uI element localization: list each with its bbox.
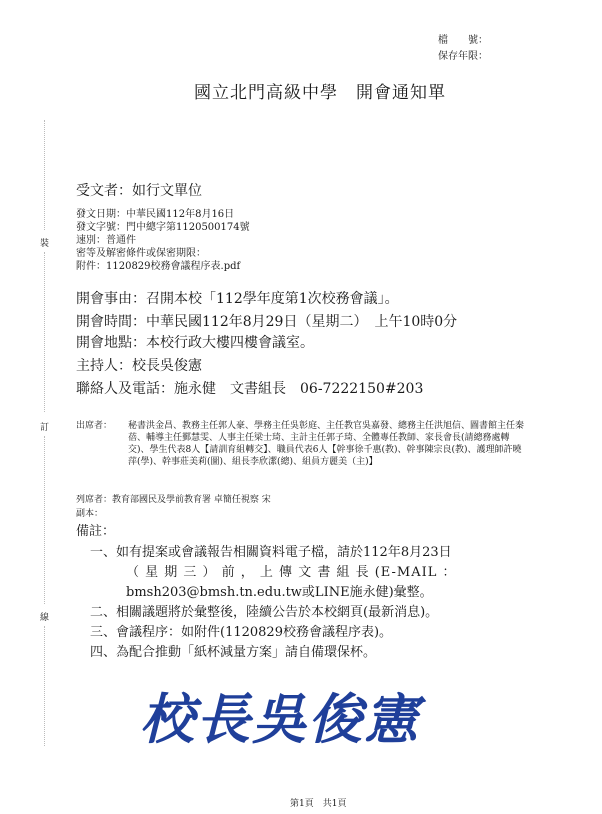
meeting-location: 開會地點：本校行政大樓四樓會議室。: [76, 335, 314, 351]
issue-date: 發文日期：中華民國112年8月16日: [76, 209, 235, 220]
page-title: 國立北門高級中學 開會通知單: [194, 83, 446, 103]
principal-signature-stamp: [140, 676, 450, 756]
binding-mark-3: 線: [40, 613, 50, 623]
note-item-1-line-3: bmsh203@bmsh.tn.edu.tw或LINE施永健)彙整。: [126, 585, 433, 600]
attendees-block: [76, 420, 524, 468]
binding-dotted-line: [44, 436, 45, 604]
note-item-4: 四、為配合推動「紙杯減量方案」請自備環保杯。: [90, 645, 377, 660]
attendees-list: 秘書洪金昌、教務主任郭人豪、學務主任吳彰庭、主任教官吳嘉發、總務主任洪旭信、圖書館主任秦蓓、輔導主任鄞慧雯、人事主任梁士琦、主計主任郭子琦、全體專任教師、家長會長(請總務處轉交)、學生代表8人【請訓育組轉交】、職員代表6人【幹事徐千惠(教)、幹事陳宗良(教)、護理師許曉萍(學)、幹事莊美莉(圖)、組長李欣潔(總)、組員方麗美（主)】: [128, 421, 525, 467]
meeting-reason: 開會事由：召開本校「112學年度第1次校務會議」。: [76, 291, 399, 307]
delivery-speed: 速別：普通件: [76, 235, 136, 246]
retention-period-label: 保存年限：: [438, 51, 488, 62]
security-level: 密等及解密條件或保密期限：: [76, 248, 206, 259]
contact-person: 聯絡人及電話：施永健 文書組長 06-7222150#203: [76, 381, 424, 397]
binding-dotted-line: [44, 626, 45, 746]
meeting-time: 開會時間：中華民國112年8月29日（星期二） 上午10時0分: [76, 314, 458, 330]
attachment-line: 附件：1120829校務會議程序表.pdf: [76, 261, 241, 272]
note-item-2: 二、相關議題將於彙整後，陸續公告於本校網頁(最新消息)。: [90, 605, 439, 620]
page-footer: 第1頁 共1頁: [290, 799, 347, 809]
meeting-host: 主持人：校長吳俊憲: [76, 358, 202, 374]
note-item-1: 一、如有提案或會議報告相關資料電子檔，請於112年8月23日: [90, 545, 452, 560]
observers-line: 列席者：教育部國民及學前教育署 卓簡任視察 宋: [76, 495, 271, 505]
document-number: 發文字號：門中總字第1120500174號: [76, 222, 250, 233]
signature-text: 校長吳俊憲: [140, 687, 420, 751]
note-item-1-line-2: （ 星 期 三 ） 前 ， 上 傳 文 書 組 長 (E-MAIL ：: [126, 565, 457, 580]
attendees-label: 出席者：: [76, 421, 113, 431]
notes-title: 備註：: [76, 524, 116, 539]
recipient-line: 受文者：如行文單位: [76, 183, 202, 199]
binding-dotted-line: [44, 252, 45, 412]
binding-dotted-line: [44, 120, 45, 230]
binding-mark-1: 裝: [40, 239, 50, 249]
note-item-3: 三、會議程序：如附件(1120829校務會議程序表)。: [90, 625, 393, 640]
archive-number-label: 檔 號：: [438, 35, 488, 46]
copy-line: 副本：: [76, 509, 104, 519]
binding-mark-2: 訂: [40, 423, 50, 433]
